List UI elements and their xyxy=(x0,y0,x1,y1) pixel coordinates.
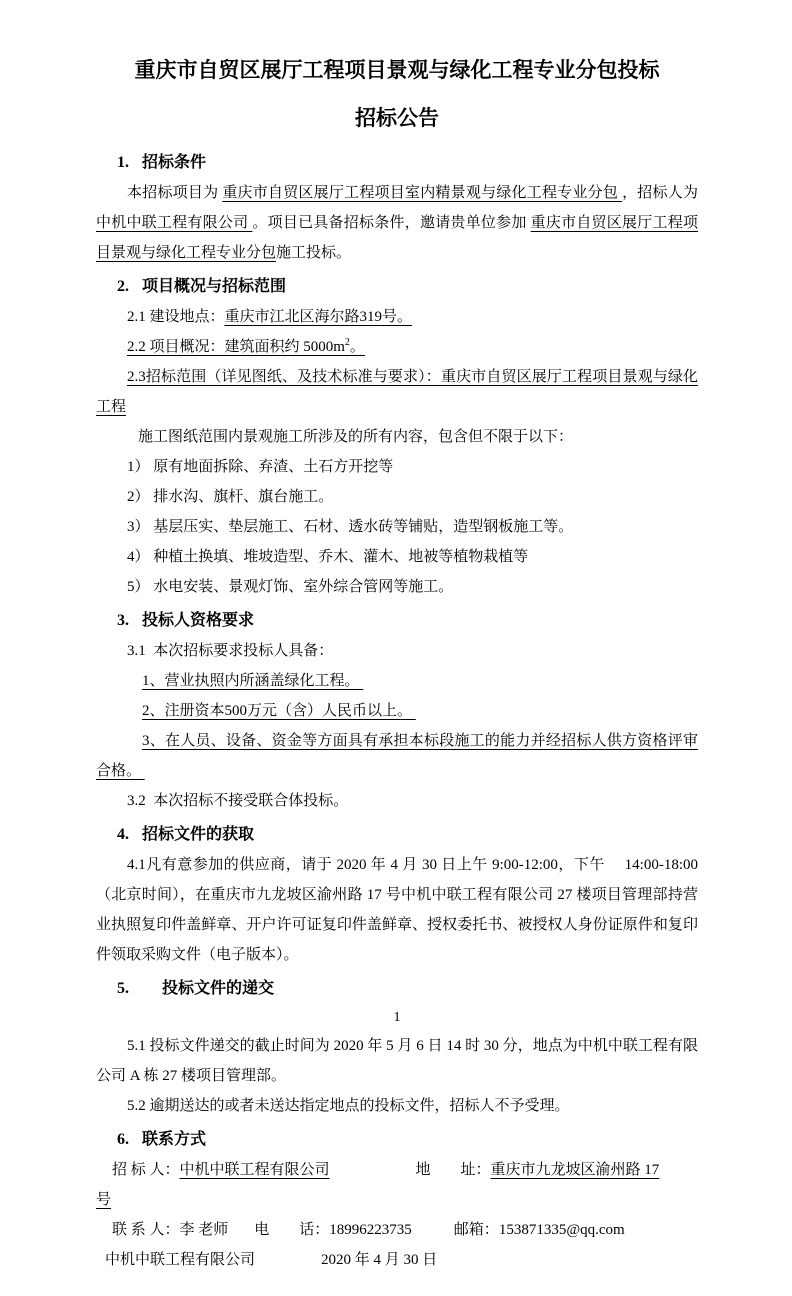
tenderer-label: 招 标 人： xyxy=(112,1162,180,1179)
address-value: 重庆市九龙坡区渝州路 17 xyxy=(490,1162,660,1179)
section-3-heading-text: 投标人资格要求 xyxy=(142,611,255,629)
clause-4-1: 4.1凡有意参加的供应商，请于 2020 年 4 月 30 日上午 9:00-12:00，下午 14:00-18:00（北京时间），在重庆市九龙坡区渝州路 17 号中机中联工程有限公司 27 楼项目管理部持营业执照复印件盖鲜章、开户许可证复印件盖鲜章、授权委托书、被授权人身份证原件和复印件领取采购文件（电子版本）。 xyxy=(96,857,698,964)
qualification-item-1 xyxy=(96,666,698,696)
s1-p1-run4: 施工投标。 xyxy=(276,244,352,261)
qualification-item-3 xyxy=(96,726,698,786)
issue-date: 2020 年 4 月 30 日 xyxy=(321,1252,438,1269)
s1-p1-underlined-project-name: 重庆市自贸区展厅工程项目室内精景观与绿化工程专业分包 xyxy=(222,184,623,201)
clause-2-3-text: 2.3招标范围（详见图纸、及技术标准与要求）：重庆市自贸区展厅工程项目景观与绿化工程 xyxy=(96,368,698,415)
qualification-item-3-text: 3、在人员、设备、资金等方面具有承担本标段施工的能力并经招标人供方资格评审合格。 xyxy=(96,733,698,780)
section-2-number: 2. xyxy=(117,277,129,295)
section-6-heading xyxy=(96,1124,698,1155)
section-1-number: 1. xyxy=(117,153,129,171)
clause-5-1: 5.1 投标文件递交的截止时间为 2020 年 5 月 6 日 14 时 30 分，地点为中机中联工程有限公司 A 栋 27 楼项目管理部。 xyxy=(96,1038,698,1085)
clause-2-2-run2: 。 xyxy=(349,338,365,355)
section-6-heading-text: 联系方式 xyxy=(142,1131,207,1149)
phone-value: 18996223735 xyxy=(329,1222,412,1239)
clause-2-2 xyxy=(96,332,698,362)
email-label: 邮箱： xyxy=(453,1222,499,1239)
section-3-heading xyxy=(96,605,698,636)
section-2-heading xyxy=(96,271,698,302)
qualification-item-2 xyxy=(96,696,698,726)
address-label: 地 址： xyxy=(415,1162,491,1179)
page-number: 1 xyxy=(393,1009,401,1025)
qualification-item-2-text: 2、注册资本500万元（含）人民币以上。 xyxy=(142,703,416,720)
clause-2-2-text xyxy=(127,336,365,355)
s1-p1-underlined-bid-scope: 重庆市自贸区展厅工程项目景观与绿化工程专业分包 xyxy=(96,214,698,261)
signature-row xyxy=(96,1245,698,1275)
contact-person-value: 李 老师 xyxy=(179,1222,229,1239)
clause-2-2-run1: 2.2 项目概况：建筑面积约 5000m xyxy=(127,338,345,355)
s1-p1-underlined-tenderer: 中机中联工程有限公司 xyxy=(96,214,253,231)
document-title-line2: 招标公告 xyxy=(355,106,439,131)
address-value-continued: 号 xyxy=(96,1192,112,1209)
contact-person-label: 联 系 人： xyxy=(112,1222,180,1239)
section-1-paragraph xyxy=(96,178,698,268)
section-6-number: 6. xyxy=(117,1131,129,1149)
clause-2-1-address: 重庆市江北区海尔路319号。 xyxy=(224,308,413,325)
contact-row-person xyxy=(96,1215,698,1245)
clause-5-2: 5.2 逾期送达的或者未送达指定地点的投标文件，招标人不予受理。 xyxy=(127,1098,570,1115)
section-5-number: 5. xyxy=(117,980,129,998)
scope-list-item-3: 3） 基层压实、垫层施工、石材、透水砖等铺贴，造型钢板施工等。 xyxy=(127,518,574,535)
scope-list-item-4: 4） 种植土换填、堆坡造型、乔木、灌木、地被等植物栽植等 xyxy=(127,548,529,565)
document-title-block xyxy=(96,46,698,143)
contact-row-address-wrap xyxy=(96,1185,698,1215)
section-5-heading-text: 投标文件的递交 xyxy=(162,980,275,998)
s1-p1-run1: 本招标项目为 xyxy=(127,184,223,201)
s1-p1-run3: 。项目已具备招标条件，邀请贵单位参加 xyxy=(252,214,531,231)
email-value: 153871335@qq.com xyxy=(498,1222,625,1239)
tenderer-value: 中机中联工程有限公司 xyxy=(179,1162,330,1179)
section-3-number: 3. xyxy=(117,611,129,629)
scope-intro: 施工图纸范围内景观施工所涉及的所有内容，包含但不限于以下： xyxy=(138,428,574,445)
s1-p1-run2: ，招标人为 xyxy=(622,184,698,201)
section-4-number: 4. xyxy=(117,826,129,844)
scope-list-item-1: 1） 原有地面拆除、弃渣、土石方开挖等 xyxy=(127,458,394,475)
clause-3-2: 3.2 本次招标不接受联合体投标。 xyxy=(127,793,349,810)
clause-2-3 xyxy=(96,362,698,422)
clause-2-1 xyxy=(96,302,698,332)
scope-list-item-2: 2） 排水沟、旗杆、旗台施工。 xyxy=(127,488,334,505)
section-4-heading-text: 招标文件的获取 xyxy=(142,826,255,844)
contact-row-tenderer xyxy=(96,1155,698,1185)
clause-3-1: 3.1 本次招标要求投标人具备： xyxy=(127,643,334,660)
section-5-heading xyxy=(96,973,698,1004)
square-meter-superscript: 2 xyxy=(344,336,350,348)
section-2-heading-text: 项目概况与招标范围 xyxy=(142,277,287,295)
qualification-item-1-text: 1、营业执照内所涵盖绿化工程。 xyxy=(142,673,364,690)
issuer-name: 中机中联工程有限公司 xyxy=(105,1252,256,1269)
section-4-heading xyxy=(96,819,698,850)
phone-label: 电 话： xyxy=(254,1222,330,1239)
section-1-heading-text: 招标条件 xyxy=(142,153,207,171)
section-1-heading xyxy=(96,147,698,178)
scope-list-item-5: 5） 水电安装、景观灯饰、室外综合管网等施工。 xyxy=(127,578,454,595)
clause-2-1-label: 2.1 建设地点： xyxy=(127,308,225,325)
document-title-line1: 重庆市自贸区展厅工程项目景观与绿化工程专业分包投标 xyxy=(134,58,660,82)
